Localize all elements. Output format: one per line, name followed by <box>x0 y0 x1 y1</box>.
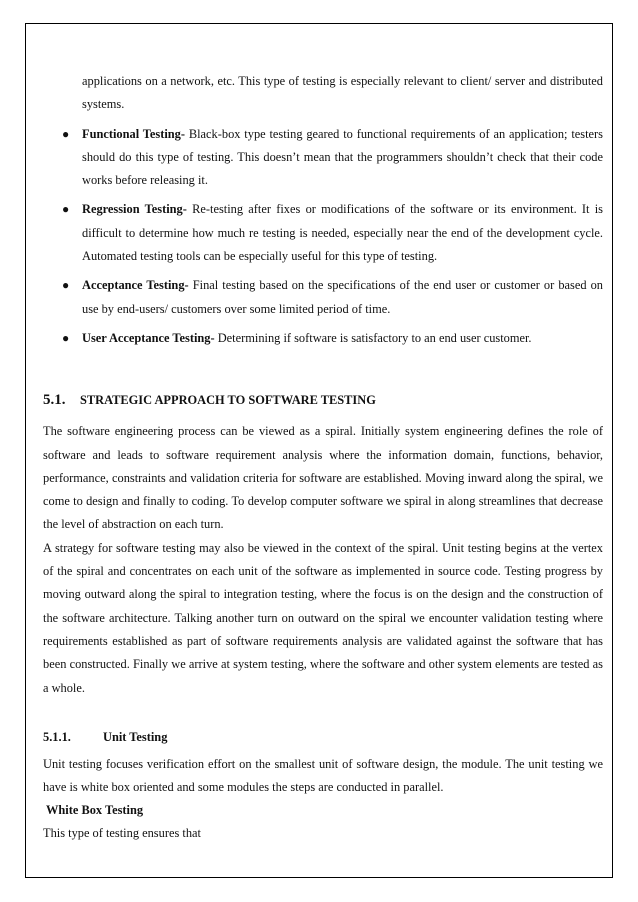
bullet-icon: ● <box>62 126 70 141</box>
list-item <box>43 327 603 350</box>
list-item <box>43 274 603 321</box>
section-paragraph: A strategy for software testing may also be viewed in the context of the spiral. Unit testing begins at the vertex of the spiral and concentrates on each unit of the software as implemented in source code. Testing progress by moving outward along the spiral to integration testing, where the focus is on the design and the construction of the software architecture. Talking another turn on outward on the spiral we encounter validation testing where requirements established as part of software requirements analysis are validated against the software that has been constructed. Finally we arrive at system testing, where the software and other system elements are tested as a whole. <box>43 540 603 695</box>
testing-types-list <box>43 123 603 351</box>
section-paragraph: The software engineering process can be viewed as a spiral. Initially system engineering defines the role of software and leads to software requirement analysis where the information domain, functions, behavior, performance, constraints and validation criteria for software are established. Moving inward along the spiral, we come to design and finally to coding. To develop computer software we spiral in along streamlines that decrease the level of abstraction on each turn. <box>43 424 603 532</box>
document-body <box>43 70 603 846</box>
bullet-icon: ● <box>62 202 70 217</box>
list-item-term: User Acceptance Testing- <box>82 330 215 345</box>
intro-continuation: applications on a network, etc. This type of testing is especially relevant to client/ server and distributed systems. <box>82 74 603 112</box>
list-item-term: Regression Testing- <box>82 202 187 217</box>
list-item-text: Re-testing after fixes or modifications of the software or its environment. It is difficult to determine how much re testing is needed, especially near the end of the development cycle. Automated testing tools can be especially useful for this type of testing. <box>82 202 604 264</box>
subsection-heading <box>43 726 603 749</box>
bullet-icon: ● <box>62 330 70 345</box>
section-title: STRATEGIC APPROACH TO SOFTWARE TESTING <box>80 393 376 408</box>
list-item <box>43 198 603 268</box>
subheading-paragraph: This type of testing ensures that <box>43 826 201 841</box>
bullet-icon: ● <box>62 278 70 293</box>
subsection-paragraph: Unit testing focuses verification effort on the smallest unit of software design, the module. The unit testing we have is white box oriented and some modules the steps are conducted in parallel. <box>43 756 603 795</box>
list-item-term: Acceptance Testing- <box>82 278 189 293</box>
list-item-text: Final testing based on the specifications of the end user or customer or based on use by end-users/ customers over some limited period of time. <box>82 278 604 316</box>
subheading: White Box Testing <box>46 803 144 818</box>
list-item-text: Determining if software is satisfactory to an end user customer. <box>214 330 532 345</box>
section-heading <box>43 389 603 412</box>
list-item-text: Black-box type testing geared to functional requirements of an application; testers should do this type of testing. This doesn’t mean that the programmers shouldn’t check that their code works before releasing it. <box>82 126 603 188</box>
list-item-term: Functional Testing- <box>82 126 185 141</box>
subsection-title: Unit Testing <box>103 729 168 744</box>
list-item <box>43 123 603 193</box>
section-number: 5.1. <box>43 392 66 409</box>
subsection-number: 5.1.1. <box>43 729 71 744</box>
